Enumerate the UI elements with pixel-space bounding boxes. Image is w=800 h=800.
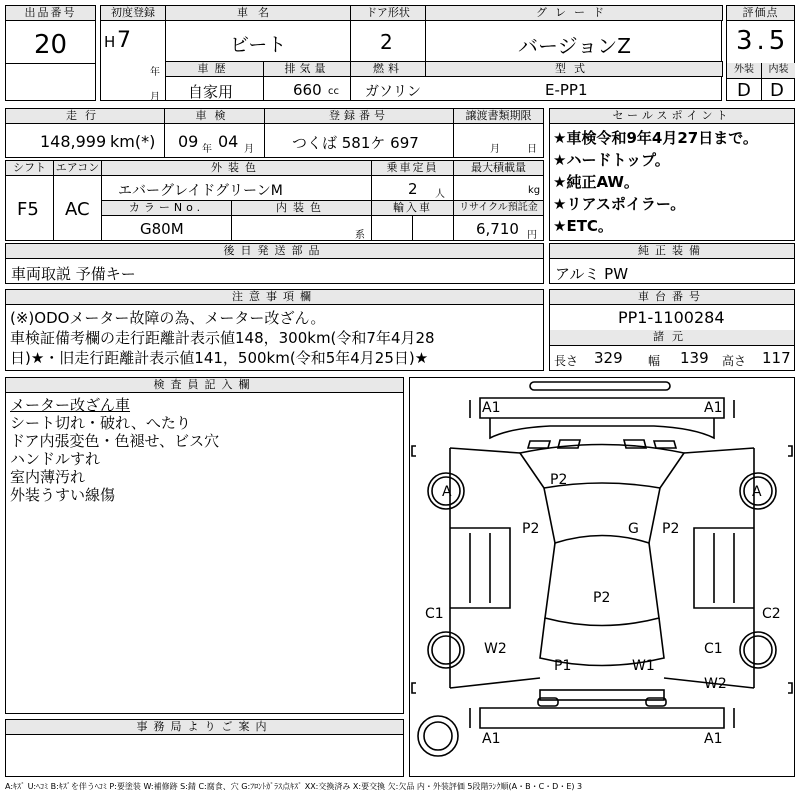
genuine-equip-label: 純正装備 (550, 244, 794, 259)
inspection-label: 車検 (164, 108, 265, 124)
damage-mark-a1-rear-left: A1 (482, 731, 501, 747)
damage-mark-c1-right-rear: C1 (704, 641, 723, 657)
model-value: E-PP1 (545, 81, 588, 99)
lot-number: 20 (34, 30, 68, 60)
shift-label: シフト (5, 160, 54, 176)
chassis-label: 車台番号 (550, 290, 794, 305)
recycle-value: 6,710 (476, 220, 519, 238)
damage-mark-a1-rear-right: A1 (704, 731, 723, 747)
interior-color-label: 内装色 (231, 200, 372, 216)
insp-year: 09 (178, 132, 199, 151)
mileage-value: 148,999 (40, 132, 107, 151)
exterior-grade: D (737, 80, 751, 101)
plate-label: 登録番号 (264, 108, 454, 124)
sales-point-item: ★ハードトップ。 (553, 151, 670, 169)
sales-points-box (549, 108, 795, 241)
score-value: 3.5 (736, 26, 790, 56)
notes-box (5, 289, 544, 371)
damage-mark-p2-left-pillar: P2 (522, 521, 540, 537)
transfer-day: 日 (527, 144, 537, 155)
interior-label: 内装 (761, 63, 795, 79)
score-label: 評価点 (727, 6, 794, 21)
first-reg-year: 7 (117, 28, 131, 53)
inspector-line: 外装うすい線傷 (10, 486, 116, 504)
damage-mark-a-left-front-wheel: A (442, 484, 452, 500)
car-diagram (409, 377, 795, 777)
color-value: エバーグレイドグリーンM (118, 183, 283, 199)
first-reg-era: H (104, 33, 116, 51)
history-label: 車歴 (165, 61, 264, 77)
ac-label: エアコン (53, 160, 102, 176)
color-no-value: G80M (140, 220, 184, 238)
displacement-label: 排気量 (263, 61, 351, 77)
transfer-label: 譲渡書類期限 (453, 108, 544, 124)
length-value: 329 (594, 349, 623, 367)
capacity-label: 乗車定員 (371, 160, 454, 176)
ac-value: AC (65, 199, 90, 220)
later-parts-box (5, 243, 544, 284)
lot-label: 出品番号 (6, 6, 95, 21)
car-diagram-outline (410, 378, 794, 776)
color-no-label: カラーNo. (101, 200, 232, 216)
color-label: 外装色 (101, 160, 372, 176)
fuel-value: ガソリン (365, 84, 421, 100)
damage-mark-c1-left: C1 (425, 606, 444, 622)
door-count: 2 (380, 30, 393, 54)
width-value: 139 (680, 349, 709, 367)
damage-mark-p2-roof: P2 (550, 472, 568, 488)
interior-grade: D (770, 80, 784, 101)
recycle-label: リサイクル預託金 (453, 200, 544, 216)
insp-month-unit: 月 (244, 144, 254, 155)
notes-label: 注意事項欄 (6, 290, 543, 305)
damage-mark-p2-trunk: P2 (593, 590, 611, 606)
damage-mark-w2-right-rear: W2 (704, 676, 727, 692)
load-unit: kg (528, 185, 541, 196)
interior-color-unit: 系 (355, 230, 365, 241)
damage-mark-a1-front-left: A1 (482, 400, 501, 416)
damage-mark-w1-rear: W1 (632, 658, 655, 674)
transfer-month: 月 (490, 144, 500, 155)
history-value: 自家用 (188, 83, 234, 101)
score-box (726, 5, 795, 101)
notes-line: 日)★・旧走行距離計表示値141，500km(令和5年4月25日)★ (10, 349, 429, 367)
year-unit: 年 (150, 67, 160, 78)
sales-points-label: セールスポイント (550, 109, 794, 124)
notes-line: 車検証備考欄の走行距離計表示値148，300km(令和7年4月28 (10, 329, 435, 347)
office-box (5, 719, 404, 777)
sales-point-item: ★車検令和9年4月27日まで。 (553, 129, 758, 147)
capacity-unit: 人 (435, 189, 445, 200)
car-name: ビート (230, 34, 287, 56)
damage-mark-a-right-front-wheel: A (752, 484, 762, 500)
damage-mark-a1-front-right: A1 (704, 400, 723, 416)
fuel-label: 燃料 (350, 61, 426, 77)
model-label: 型式 (425, 61, 723, 77)
shift-value: F5 (17, 199, 39, 220)
inspector-line: ドア内張変色・色褪せ、ビス穴 (10, 432, 220, 450)
inspector-line: メーター改ざん車 (10, 396, 131, 414)
capacity-value: 2 (408, 180, 418, 198)
legend-text: A:ｷｽﾞ U:ﾍｺﾐ B:ｷｽﾞを伴うﾍｺﾐ P:要塗装 W:補修跡 S:錆 C:腐食、穴 G:ﾌﾛﾝﾄｶﾞﾗｽ点ｷｽﾞ XX:交換済み X:要交換 欠:欠品 内・外装評価 5段階ﾗﾝｸ順(A・B・C・D・E) 3 (5, 782, 583, 791)
later-parts-text: 車両取説 予備キー (11, 265, 136, 283)
damage-mark-c2-right: C2 (762, 606, 781, 622)
notes-line: (※)ODOメーター故障の為、メーター改ざん。 (10, 309, 326, 327)
first-reg-label: 初度登録 (100, 5, 166, 21)
inspector-line: 室内薄汚れ (10, 468, 86, 486)
plate-value: つくば 581ケ 697 (292, 134, 419, 152)
month-unit: 月 (150, 92, 160, 103)
cc-unit: cc (328, 86, 339, 97)
displacement-value: 660 (293, 81, 322, 99)
inspector-line: ハンドルすれ (10, 450, 101, 468)
insp-year-unit: 年 (202, 144, 212, 155)
height-label: 高さ (722, 354, 747, 368)
mileage-unit: km(*) (110, 132, 156, 151)
sales-point-item: ★純正AW。 (553, 173, 639, 191)
insp-month: 04 (218, 132, 239, 151)
door-label: ドア形状 (350, 5, 426, 21)
grade-value: バージョンZ (518, 34, 631, 58)
recycle-unit: 円 (527, 230, 537, 241)
sales-point-item: ★リアスポイラー。 (553, 195, 686, 213)
height-value: 117 (762, 349, 791, 367)
width-label: 幅 (648, 354, 661, 368)
length-label: 長さ (554, 354, 579, 368)
later-parts-label: 後日発送部品 (6, 244, 543, 259)
inspector-label: 検査員記入欄 (6, 378, 403, 393)
lot-number-box (5, 5, 96, 101)
inspector-box (5, 377, 404, 714)
genuine-equip-text: アルミ PW (555, 265, 629, 283)
import-label: 輸入車 (371, 200, 454, 216)
grade-label: グレード (425, 5, 723, 21)
genuine-equip-box (549, 243, 795, 284)
sales-point-item: ★ETC。 (553, 217, 613, 235)
damage-mark-p1-rear: P1 (554, 658, 572, 674)
specs-label: 諸元 (550, 330, 794, 346)
chassis-box (549, 289, 795, 371)
exterior-label: 外装 (727, 63, 761, 79)
office-label: 事務局よりご案内 (6, 720, 403, 735)
mileage-label: 走行 (5, 108, 165, 124)
damage-mark-g-glass: G (628, 521, 639, 537)
car-name-label: 車名 (165, 5, 351, 21)
damage-mark-w2-left-rear: W2 (484, 641, 507, 657)
inspector-line: シート切れ・破れ、へたり (10, 414, 191, 432)
load-label: 最大積載量 (453, 160, 544, 176)
damage-mark-p2-right-pillar: P2 (662, 521, 680, 537)
chassis-number: PP1-1100284 (618, 308, 725, 327)
